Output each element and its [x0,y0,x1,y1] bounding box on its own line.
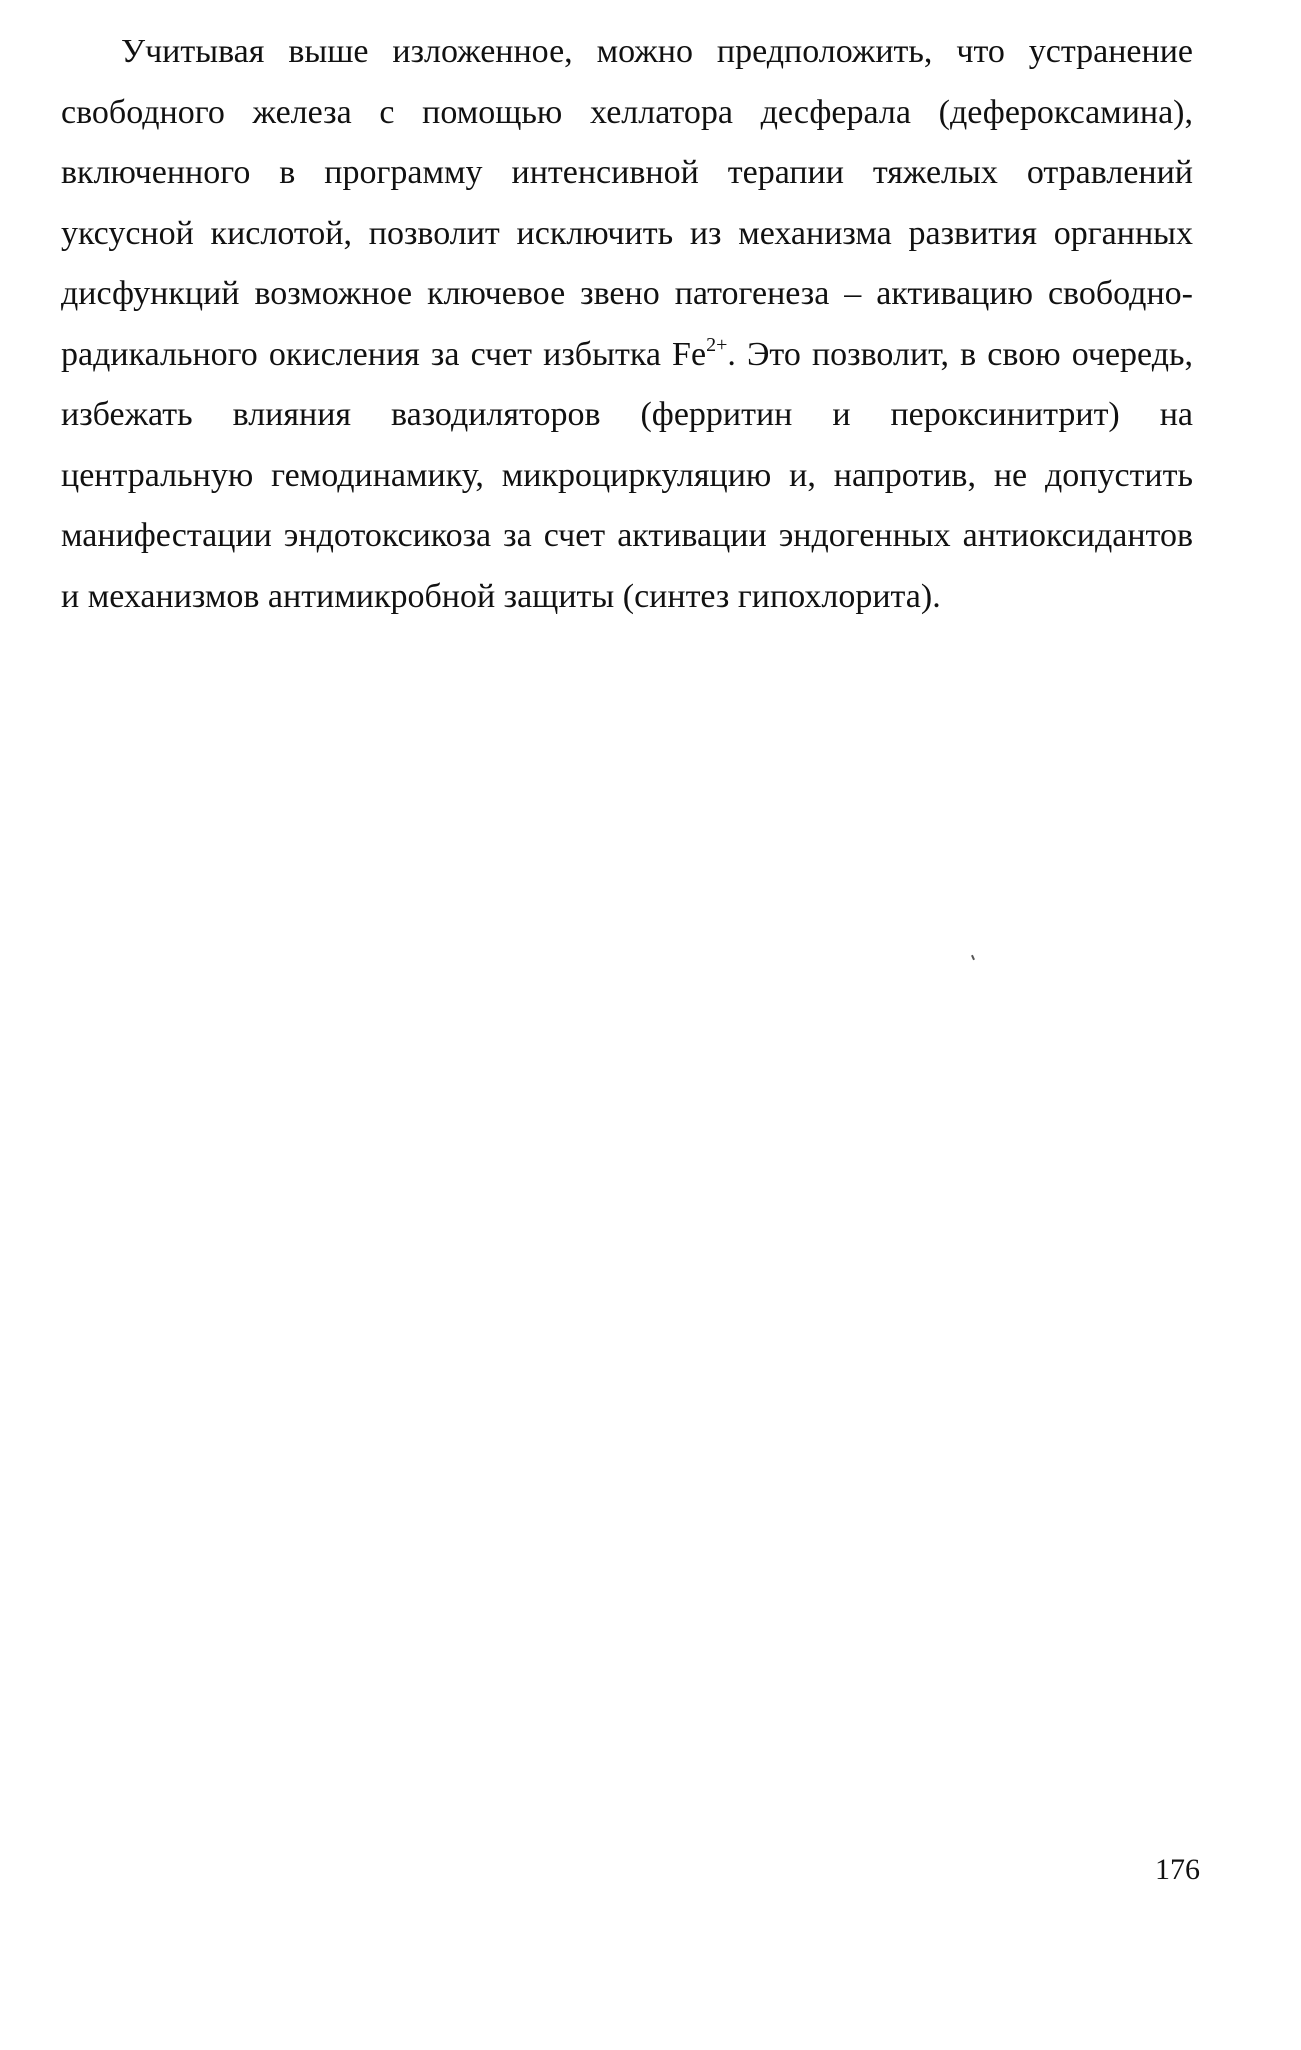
superscript-charge: 2+ [706,333,728,356]
text-line: свободного железа с помощью хеллатора десферала (дефероксамина), [61,93,1193,131]
text-line-with-formula [61,325,1193,386]
text-line: манифестации эндотоксикоза за счет активации эндогенных антиоксидантов [61,517,1193,554]
text-line: избежать влияния вазодиляторов (ферритин и пероксинитрит) на [61,396,1193,433]
scan-mark [971,955,975,960]
text-line: уксусной кислотой, позволит исключить из механизма развития органных [61,214,1193,252]
text-line: центральную гемодинамику, микроциркуляцию и, напротив, не допустить [61,456,1193,494]
text-line: дисфункций возможное ключевое звено патогенеза – активацию свободно- [61,275,1193,312]
text-fragment: . Это позволит, в свою очередь, [727,335,1193,373]
text-line: Учитывая выше изложенное, можно предположить, что устранение [121,33,1193,70]
text-fragment: радикального окисления за счет избытка Fe [61,335,707,373]
paragraph [61,22,1193,627]
text-line: и механизмов антимикробной защиты (синтез гипохлорита). [61,577,941,615]
page-number: 176 [1155,1853,1200,1886]
text-line: включенного в программу интенсивной терапии тяжелых отравлений [61,154,1193,191]
